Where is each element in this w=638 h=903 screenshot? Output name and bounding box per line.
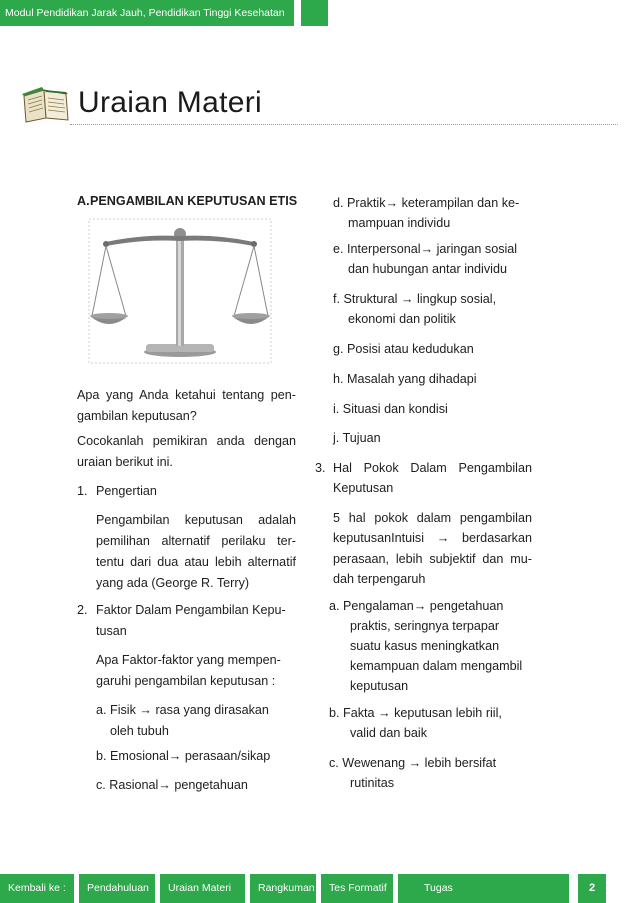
header-block	[301, 0, 328, 26]
factor-d-line-1: d. Praktik→ keterampilan dan ke-	[333, 196, 520, 210]
nav-tugas[interactable]: Tugas	[398, 874, 569, 903]
book-icon	[20, 84, 72, 124]
nav-pendahuluan[interactable]: Pendahuluan	[79, 874, 155, 903]
item-3-para-3: perasaan, lebih subjektif dan mu-	[333, 552, 532, 566]
item-1-title: Pengertian	[96, 484, 157, 498]
factor-a-line-2: oleh tubuh	[110, 724, 169, 738]
factor-j: j. Tujuan	[333, 431, 381, 445]
point-a-line-2: praktis, seringnya terpapar	[350, 619, 500, 633]
item-2-title-1: Faktor Dalam Pengambilan Kepu-	[96, 603, 286, 617]
section-heading: PENGAMBILAN KEPUTUSAN ETIS	[90, 194, 298, 208]
item-3-title-2: Keputusan	[333, 481, 394, 495]
item-2-title-2: tusan	[96, 624, 127, 638]
factor-f-line-2: ekonomi dan politik	[348, 312, 456, 326]
point-c-line-1: c. Wewenang → lebih bersifat	[329, 756, 497, 770]
point-a-line-5: keputusan	[350, 679, 409, 693]
header-title: Modul Pendidikan Jarak Jauh, Pendidikan Tinggi Kesehatan	[0, 0, 294, 26]
nav-uraian-materi[interactable]: Uraian Materi	[160, 874, 245, 903]
nav-rangkuman[interactable]: Rangkuman	[250, 874, 316, 903]
point-a-line-4: kemampuan dalam mengambil	[350, 659, 523, 673]
item-1-desc-2: pemilihan alternatif perilaku ter-	[96, 534, 296, 548]
item-1-desc-4: yang ada (George R. Terry)	[96, 576, 250, 590]
point-a-line-3: suatu kasus meningkatkan	[350, 639, 500, 653]
question-1-line-2: gambilan keputusan?	[77, 409, 197, 423]
item-2-desc-2: garuhi pengambilan keputusan :	[96, 674, 276, 688]
item-3-number: 3.	[315, 461, 326, 475]
point-b-line-2: valid dan baik	[350, 726, 428, 740]
factor-h: h. Masalah yang dihadapi	[333, 372, 477, 386]
page-footer	[0, 874, 638, 903]
point-b-line-1: b. Fakta → keputusan lebih riil,	[329, 706, 502, 720]
factor-a-line-1: a. Fisik → rasa yang dirasakan	[96, 703, 269, 717]
point-c-line-2: rutinitas	[350, 776, 395, 790]
back-label: Kembali ke :	[0, 874, 74, 903]
section-heading-letter: A.	[77, 194, 90, 208]
page-header	[0, 0, 638, 26]
item-2-number: 2.	[77, 603, 88, 617]
item-3-para-2: keputusanIntuisi → berdasarkan	[333, 531, 532, 545]
item-3-para-4: dah terpengaruh	[333, 572, 426, 586]
factor-e-line-1: e. Interpersonal→ jaringan sosial	[333, 242, 518, 256]
factor-i: i. Situasi dan kondisi	[333, 402, 448, 416]
factor-g: g. Posisi atau kedudukan	[333, 342, 474, 356]
item-1-desc-3: tentu dari dua atau lebih alternatif	[96, 555, 296, 569]
question-2-line-1: Cocokanlah pemikiran anda dengan	[77, 434, 296, 448]
page-number: 2	[578, 874, 606, 903]
item-1-desc-1: Pengambilan keputusan adalah	[96, 513, 296, 527]
item-1-number: 1.	[77, 484, 88, 498]
factor-d-line-2: mampuan individu	[348, 216, 451, 230]
item-3-title-1: Hal Pokok Dalam Pengambilan	[333, 461, 532, 475]
factor-c-line-1: c. Rasional→ pengetahuan	[96, 778, 248, 792]
question-1-line-1: Apa yang Anda ketahui tentang pen-	[77, 388, 296, 402]
item-3-para-1: 5 hal pokok dalam pengambilan	[333, 511, 532, 525]
factor-e-line-2: dan hubungan antar individu	[348, 262, 507, 276]
nav-tes-formatif[interactable]: Tes Formatif	[321, 874, 393, 903]
title-divider	[70, 124, 618, 125]
section-title: Uraian Materi	[78, 86, 262, 119]
balance-scale-icon	[88, 218, 272, 364]
point-a-line-1: a. Pengalaman→ pengetahuan	[329, 599, 504, 613]
question-2-line-2: uraian berikut ini.	[77, 455, 173, 469]
factor-b-line-1: b. Emosional→ perasaan/sikap	[96, 749, 271, 763]
item-2-desc-1: Apa Faktor-faktor yang mempen-	[96, 653, 281, 667]
factor-f-line-1: f. Struktural → lingkup sosial,	[333, 292, 497, 306]
